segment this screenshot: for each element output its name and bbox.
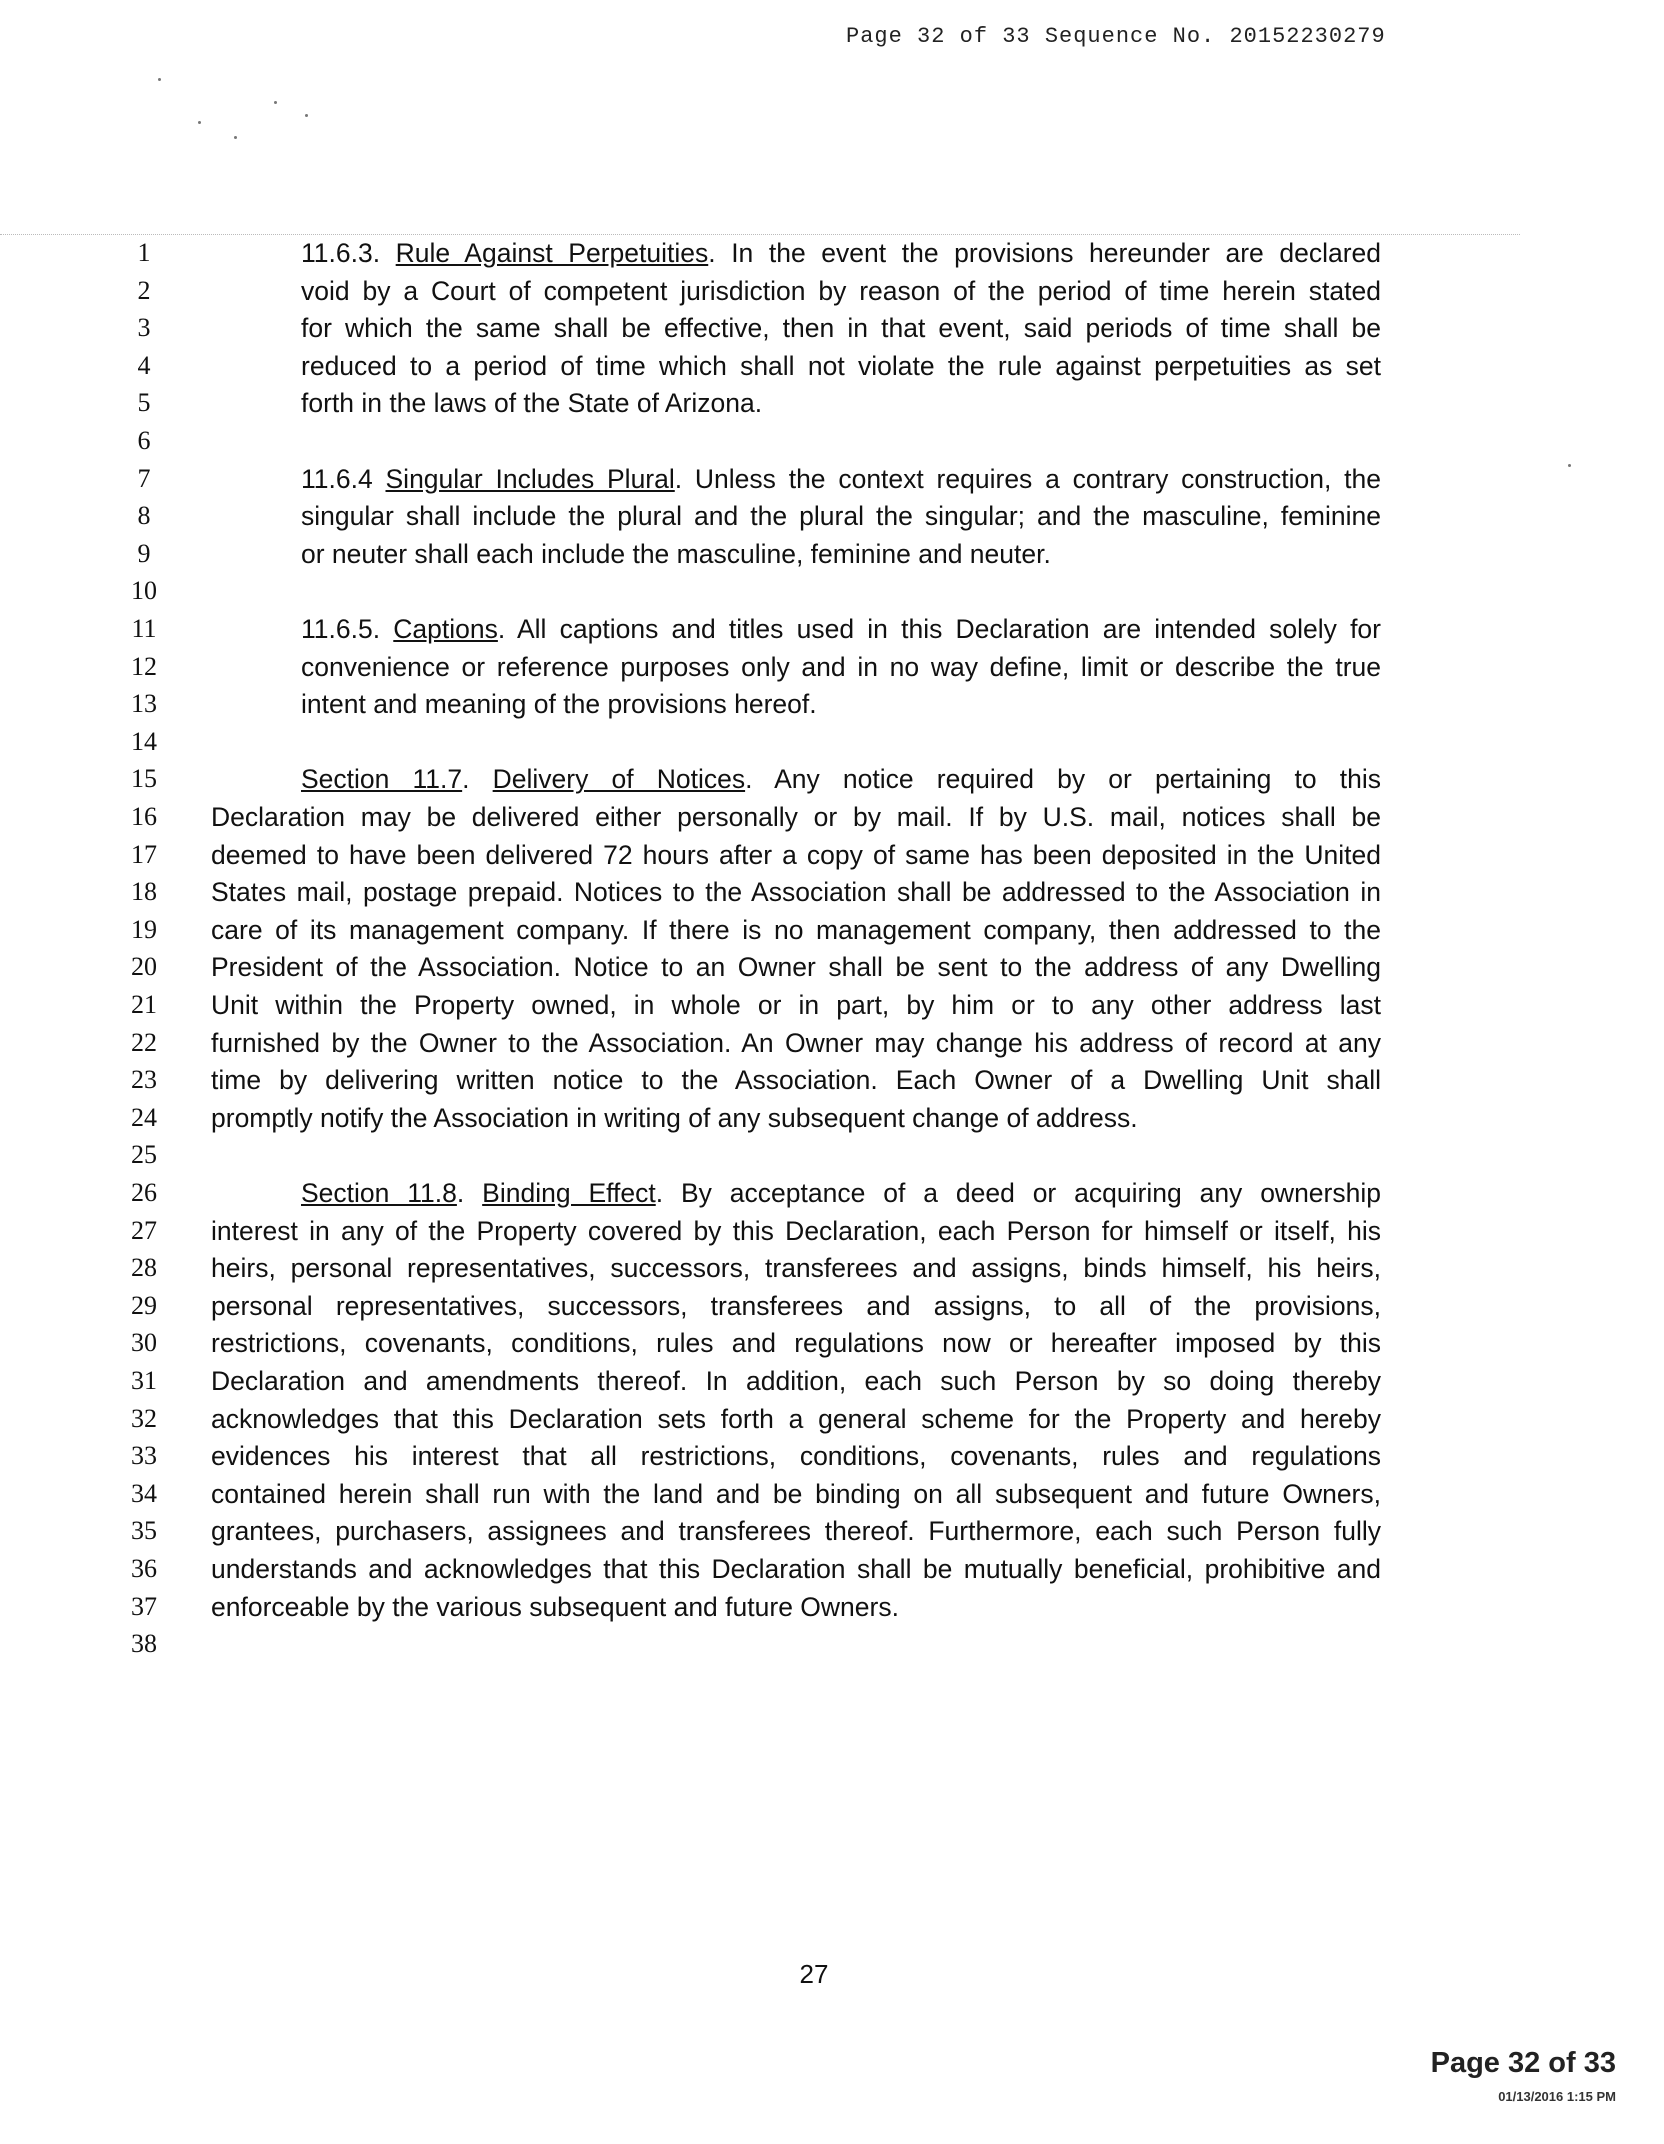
text-line: [0, 1400, 1664, 1438]
line-number: 4: [137, 350, 151, 380]
line-text: [211, 836, 1381, 874]
text-segment: 11.6.5.: [301, 614, 394, 644]
line-text: [301, 384, 1381, 422]
underlined-heading: Rule Against Perpetuities: [395, 238, 709, 268]
text-segment: personal representatives, successors, transferees and assigns, to all of the provisions,: [211, 1290, 1381, 1321]
line-text: [211, 986, 1381, 1024]
line-text: [211, 1249, 1381, 1287]
scan-speck: [274, 101, 277, 104]
text-segment: 11.6.4: [301, 463, 386, 494]
text-segment: enforceable by the various subsequent and future Owners.: [211, 1591, 899, 1622]
text-segment: restrictions, covenants, conditions, rules and regulations now or hereafter imposed by this: [211, 1328, 1381, 1359]
text-line: [0, 1099, 1664, 1137]
line-text: [301, 685, 1381, 723]
page-number: 27: [799, 1959, 829, 1989]
underlined-heading: Singular Includes Plural: [385, 463, 675, 494]
line-number: 18: [131, 877, 157, 907]
text-line: [0, 1136, 1664, 1174]
header-sequence-stamp: Page 32 of 33 Sequence No. 20152230279: [846, 24, 1386, 49]
line-number: 29: [131, 1290, 157, 1320]
text-line: [0, 1287, 1664, 1325]
text-line: [0, 610, 1664, 648]
line-number: 19: [131, 914, 157, 944]
line-number: 10: [131, 576, 157, 606]
underlined-heading: Binding Effect: [482, 1178, 656, 1208]
line-number: 27: [131, 1215, 157, 1245]
line-number: 24: [131, 1102, 157, 1132]
line-text: [301, 347, 1381, 385]
text-line: [0, 460, 1664, 498]
text-segment: 11.6.3.: [301, 238, 396, 268]
text-segment: deemed to have been delivered 72 hours after a copy of same has been deposited in the United: [211, 839, 1381, 870]
text-line: [0, 1212, 1664, 1250]
text-segment: acknowledges that this Declaration sets forth a general scheme for the Property and hereby: [211, 1403, 1381, 1434]
line-text: [301, 497, 1381, 535]
text-segment: contained herein shall run with the land and be binding on all subsequent and future Owners,: [211, 1478, 1381, 1509]
text-segment: evidences his interest that all restrictions, conditions, covenants, rules and regulations: [211, 1441, 1381, 1472]
line-number: 22: [131, 1027, 157, 1057]
line-text: [301, 309, 1381, 347]
text-line: [0, 1324, 1664, 1362]
text-line: [0, 1061, 1664, 1099]
text-segment: interest in any of the Property covered by this Declaration, each Person for himself or itself, his: [211, 1215, 1381, 1246]
line-number: 32: [131, 1403, 157, 1433]
text-line: [0, 948, 1664, 986]
text-segment: singular shall include the plural and the plural the singular; and the masculine, feminine: [301, 501, 1381, 532]
text-line: [0, 1512, 1664, 1550]
line-number: 3: [137, 313, 151, 343]
text-segment: time by delivering written notice to the Association. Each Owner of a Dwelling Unit shall: [211, 1065, 1381, 1096]
text-segment: care of its management company. If there is no management company, then addressed to the: [211, 914, 1381, 945]
line-number: 37: [131, 1591, 157, 1621]
line-text: [211, 1512, 1381, 1550]
text-line: [0, 1475, 1664, 1513]
text-segment: for which the same shall be effective, then in that event, said periods of time shall be: [301, 313, 1381, 344]
line-text: [301, 648, 1381, 686]
text-line: [0, 1249, 1664, 1287]
text-segment: Declaration and amendments thereof. In addition, each such Person by so doing thereby: [211, 1366, 1381, 1396]
line-number: 34: [131, 1478, 157, 1508]
line-number: 1: [137, 238, 151, 267]
footer-page-label: Page 32 of 33: [1430, 2047, 1616, 2079]
line-number: 30: [131, 1328, 157, 1358]
text-segment: promptly notify the Association in writing of any subsequent change of address.: [211, 1102, 1138, 1133]
line-text: [211, 798, 1381, 836]
text-line: [0, 535, 1664, 573]
text-line: [0, 572, 1664, 610]
text-segment: convenience or reference purposes only and in no way define, limit or describe the true: [301, 651, 1381, 682]
line-number: 14: [131, 726, 157, 756]
text-segment: intent and meaning of the provisions hereof.: [301, 689, 817, 720]
scan-speck: [234, 136, 237, 139]
line-number: 33: [131, 1441, 157, 1471]
line-text: [301, 760, 1381, 798]
text-line: [0, 422, 1664, 460]
line-number: 11: [131, 614, 157, 643]
text-line: [0, 1588, 1664, 1626]
line-text: [211, 1400, 1381, 1438]
text-segment: President of the Association. Notice to an Owner shall be sent to the address of any Dwelling: [211, 952, 1381, 983]
text-segment: Unit within the Property owned, in whole or in part, by him or to any other address last: [211, 990, 1381, 1020]
text-line: [0, 1550, 1664, 1588]
text-line: [0, 1024, 1664, 1062]
text-segment: or neuter shall each include the masculine, feminine and neuter.: [301, 538, 1051, 569]
text-segment: void by a Court of competent jurisdiction by reason of the period of time herein stated: [301, 275, 1381, 306]
underlined-heading: Section 11.8: [301, 1178, 457, 1208]
text-line: [0, 497, 1664, 535]
text-line: [0, 798, 1664, 836]
text-segment: . By acceptance of a deed or acquiring any ownership: [655, 1178, 1381, 1208]
line-number: 36: [131, 1554, 157, 1583]
line-text: [211, 1212, 1381, 1250]
text-segment: . Any notice required by or pertaining to this: [745, 764, 1381, 795]
text-line: [0, 911, 1664, 949]
line-text: [211, 1324, 1381, 1362]
line-text: [301, 610, 1381, 648]
line-number: 26: [131, 1178, 157, 1207]
line-text: [301, 1174, 1381, 1212]
line-number: 23: [131, 1065, 157, 1095]
line-number: 7: [137, 463, 151, 493]
underlined-heading: Section 11.7: [301, 764, 463, 795]
line-text: [211, 1437, 1381, 1475]
line-number: 21: [131, 990, 157, 1019]
text-line: [0, 384, 1664, 422]
text-segment: .: [456, 1178, 483, 1208]
text-line: [0, 309, 1664, 347]
text-line: [0, 1437, 1664, 1475]
text-segment: . Unless the context requires a contrary construction, the: [674, 463, 1381, 494]
line-number: 9: [137, 538, 151, 568]
text-line: [0, 685, 1664, 723]
footer-timestamp: 01/13/2016 1:15 PM: [1498, 2089, 1616, 2104]
line-number: 25: [131, 1140, 157, 1170]
text-line: [0, 648, 1664, 686]
line-number: 2: [137, 275, 151, 305]
line-text: [301, 234, 1381, 272]
text-segment: Declaration may be delivered either personally or by mail. If by U.S. mail, notices shall be: [211, 802, 1381, 832]
text-segment: States mail, postage prepaid. Notices to the Association shall be addressed to the Association in: [211, 877, 1381, 908]
text-line: [0, 272, 1664, 310]
line-text: [301, 272, 1381, 310]
line-number: 31: [131, 1366, 157, 1395]
line-text: [211, 1024, 1381, 1062]
line-text: [211, 873, 1381, 911]
line-number: 20: [131, 952, 157, 982]
line-text: [301, 535, 1381, 573]
text-line: [0, 234, 1664, 272]
text-line: [0, 1362, 1664, 1400]
line-number: 16: [131, 802, 157, 831]
line-text: [301, 460, 1381, 498]
line-text: [211, 1475, 1381, 1513]
line-number: 17: [131, 839, 157, 869]
text-segment: heirs, personal representatives, successors, transferees and assigns, binds himself, his heirs,: [211, 1253, 1381, 1284]
scan-speck: [158, 78, 161, 81]
text-segment: forth in the laws of the State of Arizona.: [301, 388, 763, 419]
line-text: [211, 1550, 1381, 1588]
underlined-heading: Delivery of Notices: [492, 764, 746, 795]
text-line: [0, 836, 1664, 874]
text-line: [0, 760, 1664, 798]
line-number: 13: [131, 689, 157, 719]
scan-speck: [305, 114, 308, 117]
line-text: [211, 1362, 1381, 1400]
text-segment: . All captions and titles used in this Declaration are intended solely for: [497, 614, 1381, 644]
text-segment: reduced to a period of time which shall not violate the rule against perpetuities as set: [301, 350, 1381, 381]
text-segment: furnished by the Owner to the Association. An Owner may change his address of record at any: [211, 1027, 1381, 1058]
line-text: [211, 1061, 1381, 1099]
line-text: [211, 1588, 1381, 1626]
text-line: [0, 347, 1664, 385]
line-number: 38: [131, 1629, 157, 1659]
line-number: 6: [137, 426, 151, 455]
line-text: [211, 911, 1381, 949]
text-line: [0, 1174, 1664, 1212]
text-line: [0, 723, 1664, 761]
text-segment: understands and acknowledges that this Declaration shall be mutually beneficial, prohibitive and: [211, 1554, 1381, 1584]
text-segment: . In the event the provisions hereunder are declared: [708, 238, 1382, 268]
underlined-heading: Captions: [393, 614, 498, 644]
text-segment: .: [462, 764, 493, 795]
scan-speck: [198, 121, 201, 124]
line-text: [211, 948, 1381, 986]
line-number: 12: [131, 651, 157, 681]
line-number: 15: [131, 764, 157, 794]
line-text: [211, 1287, 1381, 1325]
text-segment: grantees, purchasers, assignees and transferees thereof. Furthermore, each such Person fully: [211, 1516, 1381, 1547]
line-number: 8: [137, 501, 151, 531]
line-number: 5: [137, 388, 151, 418]
line-number: 35: [131, 1516, 157, 1546]
text-line: [0, 873, 1664, 911]
line-number: 28: [131, 1253, 157, 1283]
text-line: [0, 1625, 1664, 1663]
line-text: [211, 1099, 1381, 1137]
text-line: [0, 986, 1664, 1024]
